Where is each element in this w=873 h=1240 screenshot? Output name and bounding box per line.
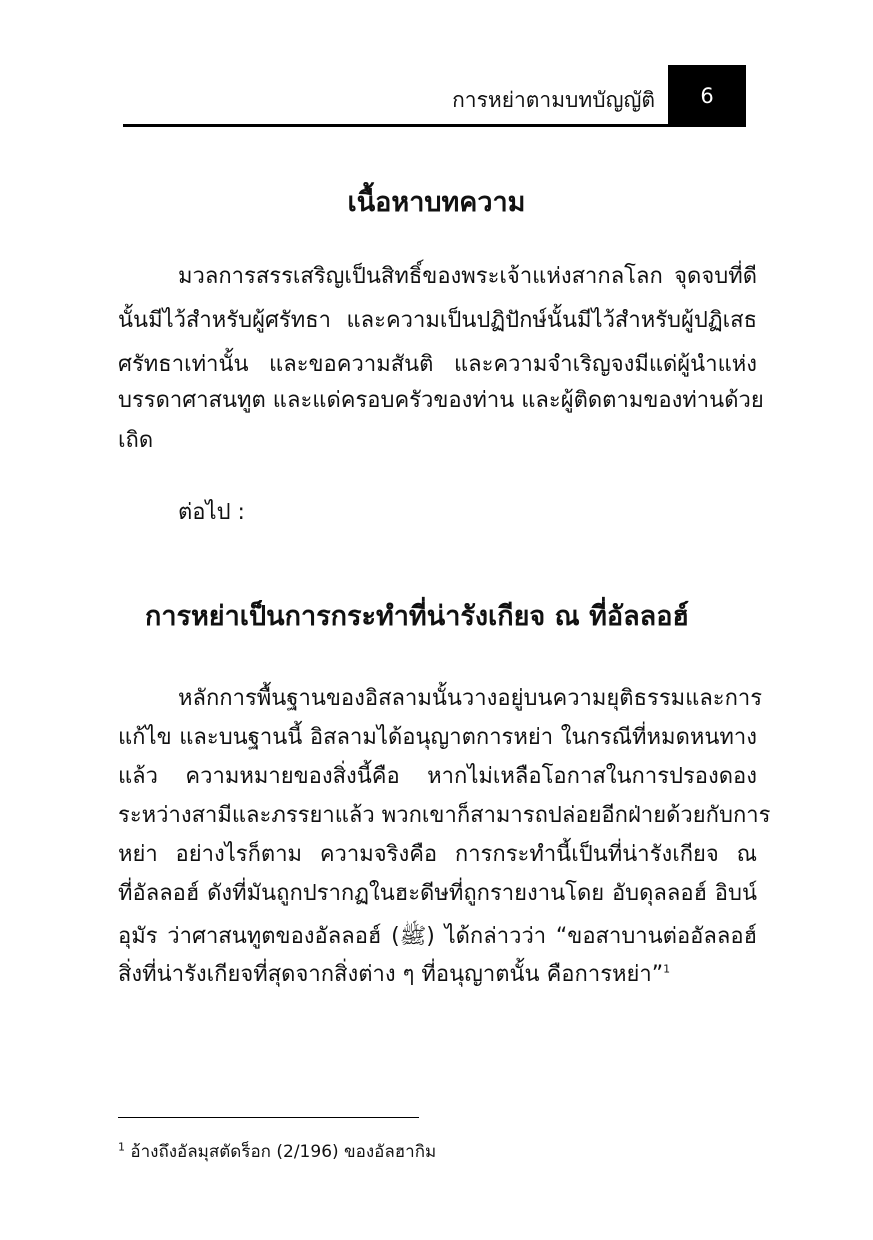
page-number-text: 6: [700, 84, 714, 108]
footnote-ref[interactable]: 1: [663, 962, 671, 976]
paragraph-line: แล้ว ความหมายของสิ่งนี้คือ หากไม่เหลือโอกาสในการปรองดอง: [118, 764, 757, 789]
paragraph-line: หลักการพื้นฐานของอิสลามนั้นวางอยู่บนความยุติธรรมและการ: [178, 686, 763, 711]
running-title: การหย่าตามบทบัญญัติ: [452, 88, 655, 112]
footnote: [118, 1138, 436, 1165]
paragraph-line: นั้นมีไว้สำหรับผู้ศรัทธา และความเป็นปฏิปักษ์นั้นมีไว้สำหรับผู้ปฏิเสธ: [118, 308, 757, 333]
footnote-rule: [118, 1117, 419, 1118]
footnote-text: อ้างถึงอัลมุสตัดร็อก (2/196) ของอัลฮากิม: [130, 1142, 437, 1162]
paragraph-line: ระหว่างสามีและภรรยาแล้ว พวกเขาก็สามารถปล่อยอีกฝ่ายด้วยกับการ: [118, 803, 771, 828]
paragraph-line: ศรัทธาเท่านั้น และขอความสันติ และความจำเริญจงมีแด่ผู้นำแห่ง: [118, 352, 757, 377]
paragraph-line: ที่อัลลอฮ์ ดังที่มันถูกปรากฏในฮะดีษที่ถูกรายงานโดย อับดุลลอฮ์ อิบน์: [118, 881, 757, 906]
paragraph-line: [118, 956, 757, 991]
page-number: [668, 65, 746, 127]
section-heading: การหย่าเป็นการกระทำที่น่ารังเกียจ ณ ที่อัลลอฮ์: [145, 601, 689, 632]
footnote-number: 1: [118, 1140, 125, 1154]
header-rule: [123, 124, 668, 127]
paragraph-line: บรรดาศาสนทูต และแด่ครอบครัวของท่าน และผู้ติดตามของท่านด้วย: [118, 388, 764, 413]
paragraph-line: อุมัร ว่าศาสนทูตของอัลลอฮ์ (ﷺ) ได้กล่าวว่า “ขอสาบานต่ออัลลอฮ์: [118, 924, 757, 949]
paragraph-line: หย่า อย่างไรก็ตาม ความจริงคือ การกระทำนี้เป็นที่น่ารังเกียจ ณ: [118, 842, 757, 867]
section-title: เนื้อหาบทความ: [347, 187, 526, 218]
paragraph-line-text: สิ่งที่น่ารังเกียจที่สุดจากสิ่งต่าง ๆ ที่อนุญาตนั้น คือการหย่า”: [118, 962, 664, 987]
paragraph-line: เถิด: [118, 428, 154, 453]
paragraph-line: มวลการสรรเสริญเป็นสิทธิ์ของพระเจ้าแห่งสากลโลก จุดจบที่ดี: [178, 264, 757, 289]
continuation-text: ต่อไป :: [178, 500, 245, 525]
paragraph-line: แก้ไข และบนฐานนี้ อิสลามได้อนุญาตการหย่า ในกรณีที่หมดหนทาง: [118, 725, 757, 750]
